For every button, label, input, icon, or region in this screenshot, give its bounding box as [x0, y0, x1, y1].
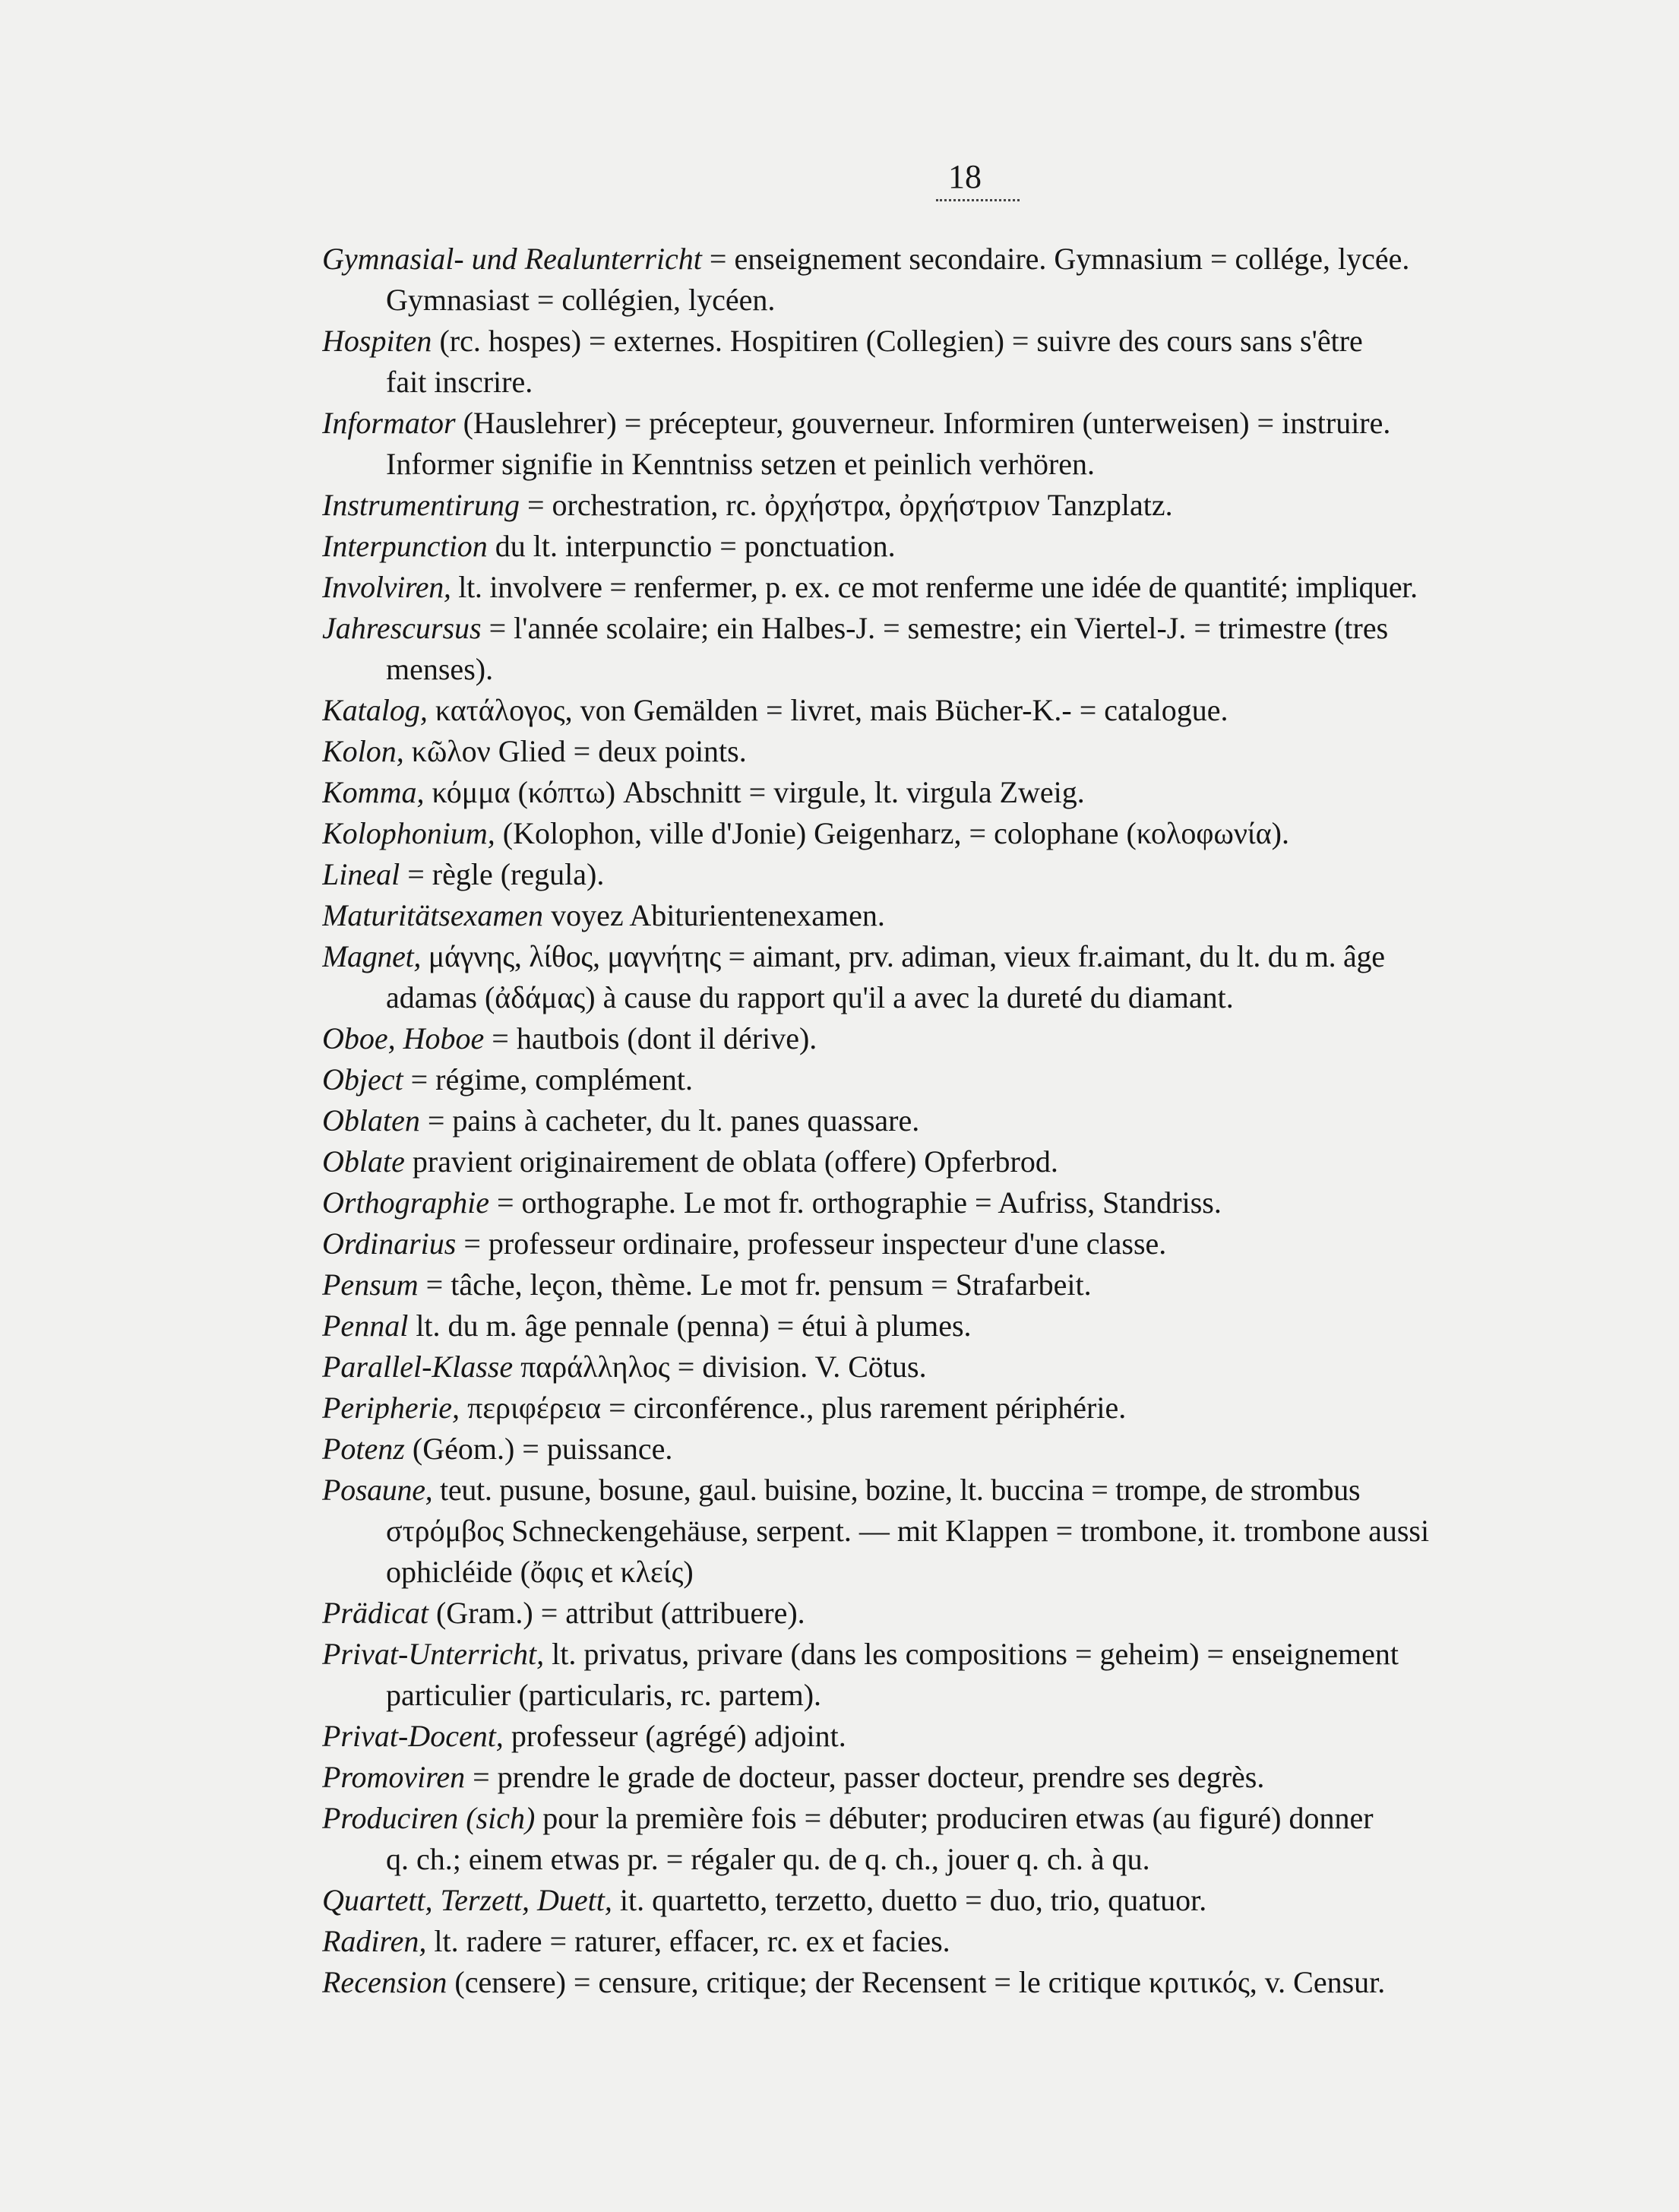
entry-headword: Parallel-Klasse [322, 1350, 514, 1384]
entry-text: professeur (agrégé) adjoint. [503, 1719, 846, 1753]
entry-headword: Peripherie, [322, 1391, 460, 1425]
glossary-entry [322, 1470, 1568, 1511]
glossary-entry [322, 1388, 1568, 1429]
glossary-entry [322, 1223, 1568, 1264]
glossary-entry [322, 854, 1568, 895]
glossary-entry [322, 362, 1568, 403]
entry-headword: Oblaten [322, 1103, 420, 1138]
entry-headword: Prädicat [322, 1596, 428, 1630]
entry-headword: Katalog, [322, 693, 428, 727]
entry-headword: Maturitätsexamen [322, 898, 544, 932]
entry-text: Informer signifie in Kenntniss setzen et peinlich verhören. [386, 447, 1096, 481]
entry-headword: Interpunction [322, 529, 488, 563]
entry-text: pour la première fois = débuter; produciren etwas (au figuré) donner [535, 1801, 1374, 1835]
entry-text: παράλληλος = division. V. Cötus. [513, 1350, 927, 1384]
glossary-entry [322, 1018, 1568, 1059]
glossary-entry [322, 1511, 1568, 1552]
entry-headword: Promoviren [322, 1760, 466, 1794]
page-number: 18 [948, 158, 982, 195]
entry-headword: Kolophonium, [322, 816, 495, 850]
glossary-entry [322, 1962, 1568, 2003]
glossary-entry [322, 690, 1568, 731]
glossary-entry [322, 649, 1568, 690]
entry-headword: Hospiten [322, 324, 432, 358]
entry-headword: Object [322, 1062, 403, 1097]
entry-text: adamas (ἀδάμας) à cause du rapport qu'il a avec la dureté du diamant. [386, 980, 1234, 1014]
glossary-entry [322, 813, 1568, 854]
entry-text: menses). [386, 652, 494, 686]
entry-text: (Gram.) = attribut (attribuere). [428, 1596, 805, 1630]
entry-text: = professeur ordinaire, professeur inspecteur d'une classe. [456, 1226, 1167, 1261]
entry-headword: Orthographie [322, 1185, 489, 1220]
glossary-entry [322, 608, 1568, 649]
entry-headword: Informator [322, 406, 456, 440]
glossary-entry [322, 280, 1568, 321]
glossary-entry [322, 1839, 1568, 1880]
entry-headword: Potenz [322, 1432, 405, 1466]
entry-text: κόμμα (κόπτω) Abschnitt = virgule, lt. virgula Zweig. [424, 775, 1085, 809]
glossary-entry [322, 772, 1568, 813]
glossary-entry [322, 936, 1568, 977]
glossary-entry [322, 1347, 1568, 1388]
entry-headword: Radiren, [322, 1924, 427, 1958]
entry-text: = régime, complément. [403, 1062, 693, 1097]
entry-text: = orchestration, rc. ὀρχήστρα, ὀρχήστριον Tanzplatz. [520, 488, 1173, 522]
entry-text: fait inscrire. [386, 365, 533, 399]
entry-text: Gymnasiast = collégien, lycéen. [386, 283, 776, 317]
glossary-entry [322, 977, 1568, 1018]
entry-text: = hautbois (dont il dérive). [484, 1021, 817, 1055]
entry-headword: Ordinarius [322, 1226, 457, 1261]
entry-text: κῶλον Glied = deux points. [403, 734, 747, 768]
entry-text: pravient originairement de oblata (offere) Opferbrod. [404, 1144, 1058, 1179]
glossary-entry [322, 526, 1568, 567]
glossary-entry [322, 1593, 1568, 1634]
glossary-entry [322, 1059, 1568, 1100]
glossary-entry [322, 1757, 1568, 1798]
glossary-entry [322, 239, 1568, 280]
entry-headword: Produciren (sich) [322, 1801, 536, 1835]
glossary-entry [322, 1634, 1568, 1675]
entry-headword: Quartett, Terzett, Duett, [322, 1883, 612, 1917]
entry-headword: Lineal [322, 857, 400, 891]
entry-text: = enseignement secondaire. Gymnasium = collége, lycée. [701, 242, 1410, 276]
entry-text: = prendre le grade de docteur, passer docteur, prendre ses degrès. [465, 1760, 1265, 1794]
glossary-entry [322, 895, 1568, 936]
entry-text: q. ch.; einem etwas pr. = régaler qu. de q. ch., jouer q. ch. à qu. [386, 1842, 1150, 1876]
glossary-entry [322, 321, 1568, 362]
entry-text: = règle (regula). [400, 857, 605, 891]
entry-text: it. quartetto, terzetto, duetto = duo, trio, quatuor. [612, 1883, 1207, 1917]
glossary-entry [322, 403, 1568, 444]
glossary-entry [322, 1798, 1568, 1839]
entry-headword: Privat-Docent, [322, 1719, 504, 1753]
glossary-entry [322, 1552, 1568, 1593]
glossary-entries [322, 239, 1568, 2003]
entry-text: (Géom.) = puissance. [404, 1432, 673, 1466]
entry-text: lt. involvere = renfermer, p. ex. ce mot renferme une idée de quantité; impliquer. [451, 570, 1418, 604]
glossary-entry [322, 444, 1568, 485]
glossary-entry [322, 1141, 1568, 1182]
entry-headword: Magnet, [322, 939, 422, 973]
entry-headword: Kolon, [322, 734, 404, 768]
entry-text: lt. radere = raturer, effacer, rc. ex et facies. [426, 1924, 950, 1958]
entry-headword: Instrumentirung [322, 488, 520, 522]
glossary-entry [322, 567, 1568, 608]
glossary-entry [322, 731, 1568, 772]
glossary-entry [322, 485, 1568, 526]
entry-text: ophicléide (ὄφις et κλείς) [386, 1555, 694, 1589]
entry-text: lt. du m. âge pennale (penna) = étui à plumes. [408, 1309, 972, 1343]
entry-headword: Komma, [322, 775, 425, 809]
page-number-ornament [936, 199, 1020, 201]
entry-text: teut. pusune, bosune, gaul. buisine, bozine, lt. buccina = trompe, de strombus [432, 1473, 1361, 1507]
entry-headword: Jahrescursus [322, 611, 482, 645]
entry-text: = pains à cacheter, du lt. panes quassare. [419, 1103, 920, 1138]
entry-text: voyez Abiturientenexamen. [543, 898, 885, 932]
entry-text: du lt. interpunctio = ponctuation. [487, 529, 896, 563]
entry-headword: Posaune, [322, 1473, 433, 1507]
glossary-entry [322, 1921, 1568, 1962]
entry-text: περιφέρεια = circonférence., plus rarement périphérie. [460, 1391, 1127, 1425]
glossary-entry [322, 1264, 1568, 1305]
entry-text: στρόμβος Schneckengehäuse, serpent. — mit Klappen = trombone, it. trombone aussi [386, 1514, 1430, 1548]
glossary-entry [322, 1716, 1568, 1757]
entry-text: = orthographe. Le mot fr. orthographie = Aufriss, Standriss. [489, 1185, 1222, 1220]
entry-text: = l'année scolaire; ein Halbes-J. = semestre; ein Viertel-J. = trimestre (tres [481, 611, 1389, 645]
entry-text: (Kolophon, ville d'Jonie) Geigenharz, = colophane (κολοφωνία). [495, 816, 1289, 850]
entry-text: (censere) = censure, critique; der Recensent = le critique κριτικός, v. Censur. [447, 1965, 1386, 1999]
entry-text: κατάλογος, von Gemälden = livret, mais Bücher-K.- = catalogue. [427, 693, 1228, 727]
entry-headword: Privat-Unterricht, [322, 1637, 545, 1671]
entry-headword: Oblate [322, 1144, 405, 1179]
entry-text: (rc. hospes) = externes. Hospitiren (Collegien) = suivre des cours sans s'être [432, 324, 1363, 358]
entry-text: lt. privatus, privare (dans les compositions = geheim) = enseignement [544, 1637, 1399, 1671]
glossary-entry [322, 1100, 1568, 1141]
entry-headword: Pensum [322, 1267, 419, 1302]
entry-headword: Involviren, [322, 570, 451, 604]
entry-text: = tâche, leçon, thème. Le mot fr. pensum = Strafarbeit. [418, 1267, 1092, 1302]
entry-headword: Oboe, Hoboe [322, 1021, 485, 1055]
entry-text: (Hauslehrer) = précepteur, gouverneur. Informiren (unterweisen) = instruire. [455, 406, 1391, 440]
glossary-entry [322, 1675, 1568, 1716]
glossary-entry [322, 1305, 1568, 1347]
entry-text: particulier (particularis, rc. partem). [386, 1678, 822, 1712]
glossary-entry [322, 1182, 1568, 1223]
entry-headword: Pennal [322, 1309, 409, 1343]
glossary-entry [322, 1429, 1568, 1470]
glossary-entry [322, 1880, 1568, 1921]
entry-headword: Gymnasial- und Realunterricht [322, 242, 702, 276]
entry-text: μάγνης, λίθος, μαγνήτης = aimant, prv. adiman, vieux fr.aimant, du lt. du m. âge [421, 939, 1385, 973]
entry-headword: Recension [322, 1965, 447, 1999]
